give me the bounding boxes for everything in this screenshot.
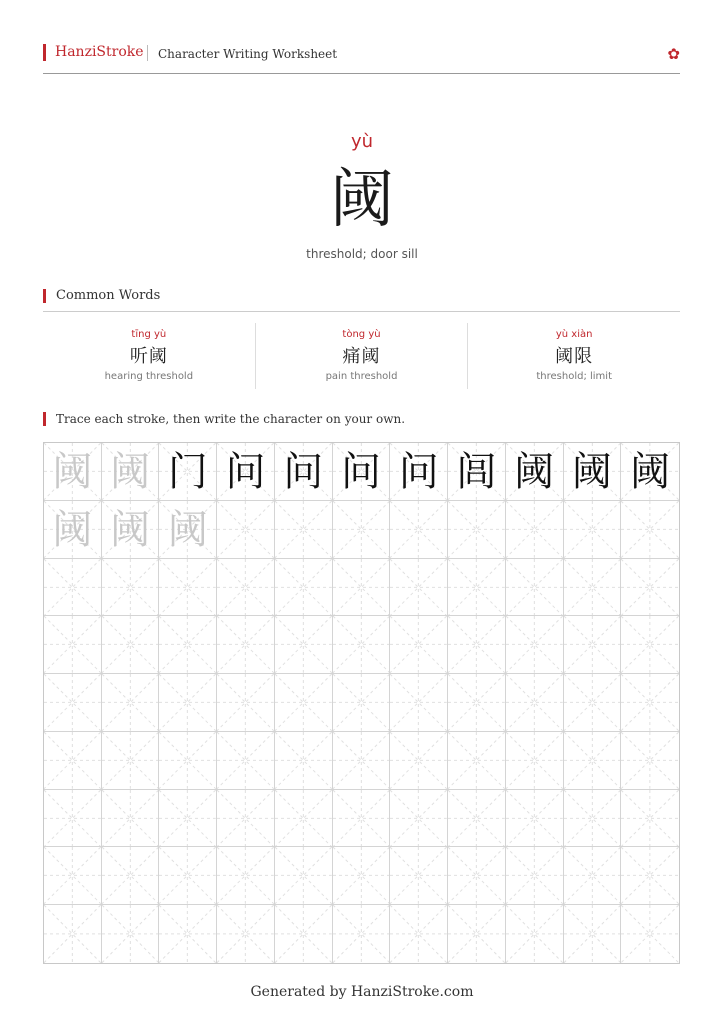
section-divider <box>43 311 680 312</box>
stroke-step-character: 阈 <box>514 449 555 495</box>
main-character: 阈 <box>330 163 394 237</box>
practice-cell <box>564 732 622 790</box>
practice-cell <box>275 443 333 501</box>
word-pinyin: tīng yù <box>131 329 167 340</box>
practice-cell <box>506 905 564 963</box>
word-hanzi: 阈限 <box>555 346 594 367</box>
practice-cell <box>448 501 506 559</box>
practice-cell <box>44 674 102 732</box>
practice-cell <box>621 616 679 674</box>
practice-cell <box>333 790 391 848</box>
header-divider <box>147 45 148 61</box>
practice-cell <box>217 559 275 617</box>
practice-cell <box>333 616 391 674</box>
practice-cell <box>102 905 160 963</box>
practice-cell <box>506 790 564 848</box>
practice-cell <box>217 847 275 905</box>
trace-character: 阈 <box>110 506 151 553</box>
trace-character: 阈 <box>167 506 208 553</box>
practice-cell <box>621 674 679 732</box>
word-hanzi: 痛阈 <box>342 346 381 367</box>
practice-cell <box>217 732 275 790</box>
plum-blossom-icon: ✿ <box>667 45 680 63</box>
practice-cell <box>621 905 679 963</box>
worksheet-subtitle: Character Writing Worksheet <box>158 47 338 61</box>
practice-cell <box>506 616 564 674</box>
practice-cell <box>333 559 391 617</box>
practice-cell <box>448 443 506 501</box>
practice-cell <box>217 616 275 674</box>
practice-cell <box>390 905 448 963</box>
practice-cell <box>217 443 275 501</box>
practice-cell <box>390 616 448 674</box>
practice-cell <box>621 790 679 848</box>
practice-cell <box>621 732 679 790</box>
stroke-step-character: 问 <box>225 449 266 495</box>
practice-cell <box>275 559 333 617</box>
practice-cell <box>44 501 102 559</box>
practice-cell <box>390 559 448 617</box>
character-meaning: threshold; door sill <box>306 247 418 261</box>
practice-cell <box>448 732 506 790</box>
practice-cell <box>102 790 160 848</box>
practice-cell <box>390 847 448 905</box>
practice-instruction: Trace each stroke, then write the character on your own. <box>56 412 406 426</box>
word-card <box>255 323 468 389</box>
stroke-step-character: 阈 <box>52 449 93 495</box>
practice-cell <box>275 905 333 963</box>
stroke-step-character: 问 <box>283 449 324 495</box>
practice-cell <box>564 443 622 501</box>
practice-cell <box>390 732 448 790</box>
practice-cell <box>564 616 622 674</box>
practice-cell <box>448 905 506 963</box>
practice-cell <box>102 616 160 674</box>
practice-cell <box>275 501 333 559</box>
practice-cell <box>159 501 217 559</box>
stroke-step-character: 阈 <box>110 449 151 495</box>
practice-cell <box>564 559 622 617</box>
practice-cell <box>44 847 102 905</box>
practice-cell <box>564 501 622 559</box>
stroke-step-character: 门 <box>167 449 208 495</box>
practice-cell <box>333 905 391 963</box>
practice-cell <box>275 732 333 790</box>
practice-cell <box>448 559 506 617</box>
practice-cell <box>159 559 217 617</box>
practice-grid <box>43 442 680 964</box>
practice-cell <box>44 559 102 617</box>
practice-cell <box>390 674 448 732</box>
word-pinyin: tòng yù <box>342 329 381 340</box>
practice-cell <box>506 443 564 501</box>
practice-cell <box>333 732 391 790</box>
practice-cell <box>333 847 391 905</box>
practice-cell <box>564 790 622 848</box>
practice-cell <box>621 501 679 559</box>
practice-cell <box>621 847 679 905</box>
practice-cell <box>217 790 275 848</box>
practice-cell <box>390 443 448 501</box>
practice-cell <box>217 674 275 732</box>
character-pinyin: yù <box>350 131 374 152</box>
section-accent-bar <box>43 412 46 426</box>
practice-cell <box>44 905 102 963</box>
practice-cell <box>159 443 217 501</box>
practice-cell <box>564 847 622 905</box>
practice-cell <box>44 732 102 790</box>
practice-cell <box>102 732 160 790</box>
practice-cell <box>217 501 275 559</box>
worksheet-header <box>43 43 680 74</box>
stroke-step-character: 问 <box>398 449 439 495</box>
practice-cell <box>275 847 333 905</box>
practice-cell <box>159 790 217 848</box>
practice-cell <box>275 790 333 848</box>
practice-cell <box>621 559 679 617</box>
footer-credit: Generated by HanziStroke.com <box>250 984 474 1000</box>
practice-cell <box>102 443 160 501</box>
brand-name[interactable]: HanziStroke <box>55 44 144 60</box>
section-accent-bar <box>43 289 46 303</box>
practice-cell <box>44 443 102 501</box>
practice-cell <box>159 732 217 790</box>
practice-cell <box>621 443 679 501</box>
practice-cell <box>448 847 506 905</box>
practice-cell <box>448 674 506 732</box>
word-meaning: hearing threshold <box>104 371 194 382</box>
practice-cell <box>506 847 564 905</box>
stroke-step-character: 闾 <box>456 449 497 495</box>
practice-cell <box>506 559 564 617</box>
practice-cell <box>159 847 217 905</box>
trace-character: 阈 <box>52 506 93 553</box>
practice-cell <box>564 674 622 732</box>
word-meaning: pain threshold <box>325 371 398 382</box>
practice-cell <box>390 790 448 848</box>
practice-cell <box>506 732 564 790</box>
practice-cell <box>217 905 275 963</box>
practice-cell <box>564 905 622 963</box>
practice-cell <box>333 501 391 559</box>
word-meaning: threshold; limit <box>536 371 612 382</box>
practice-cell <box>44 790 102 848</box>
practice-cell <box>448 616 506 674</box>
practice-cell <box>275 674 333 732</box>
practice-cell <box>102 559 160 617</box>
word-pinyin: yù xiàn <box>555 329 593 340</box>
practice-cell <box>44 616 102 674</box>
practice-cell <box>159 674 217 732</box>
stroke-step-character: 阈 <box>571 449 612 495</box>
brand-accent-bar <box>43 44 46 61</box>
practice-cell <box>506 674 564 732</box>
practice-cell <box>333 674 391 732</box>
practice-cell <box>506 501 564 559</box>
common-words-title: Common Words <box>56 288 161 303</box>
word-hanzi: 听阈 <box>129 346 168 367</box>
word-card <box>467 323 680 389</box>
common-words-list <box>43 323 680 389</box>
practice-cell <box>102 674 160 732</box>
word-card <box>43 323 255 389</box>
stroke-step-character: 问 <box>340 449 381 495</box>
practice-cell <box>159 616 217 674</box>
practice-cell <box>448 790 506 848</box>
practice-cell <box>102 847 160 905</box>
stroke-step-character: 阈 <box>630 449 671 495</box>
practice-cell <box>159 905 217 963</box>
practice-cell <box>102 501 160 559</box>
practice-cell <box>275 616 333 674</box>
practice-cell <box>390 501 448 559</box>
practice-cell <box>333 443 391 501</box>
